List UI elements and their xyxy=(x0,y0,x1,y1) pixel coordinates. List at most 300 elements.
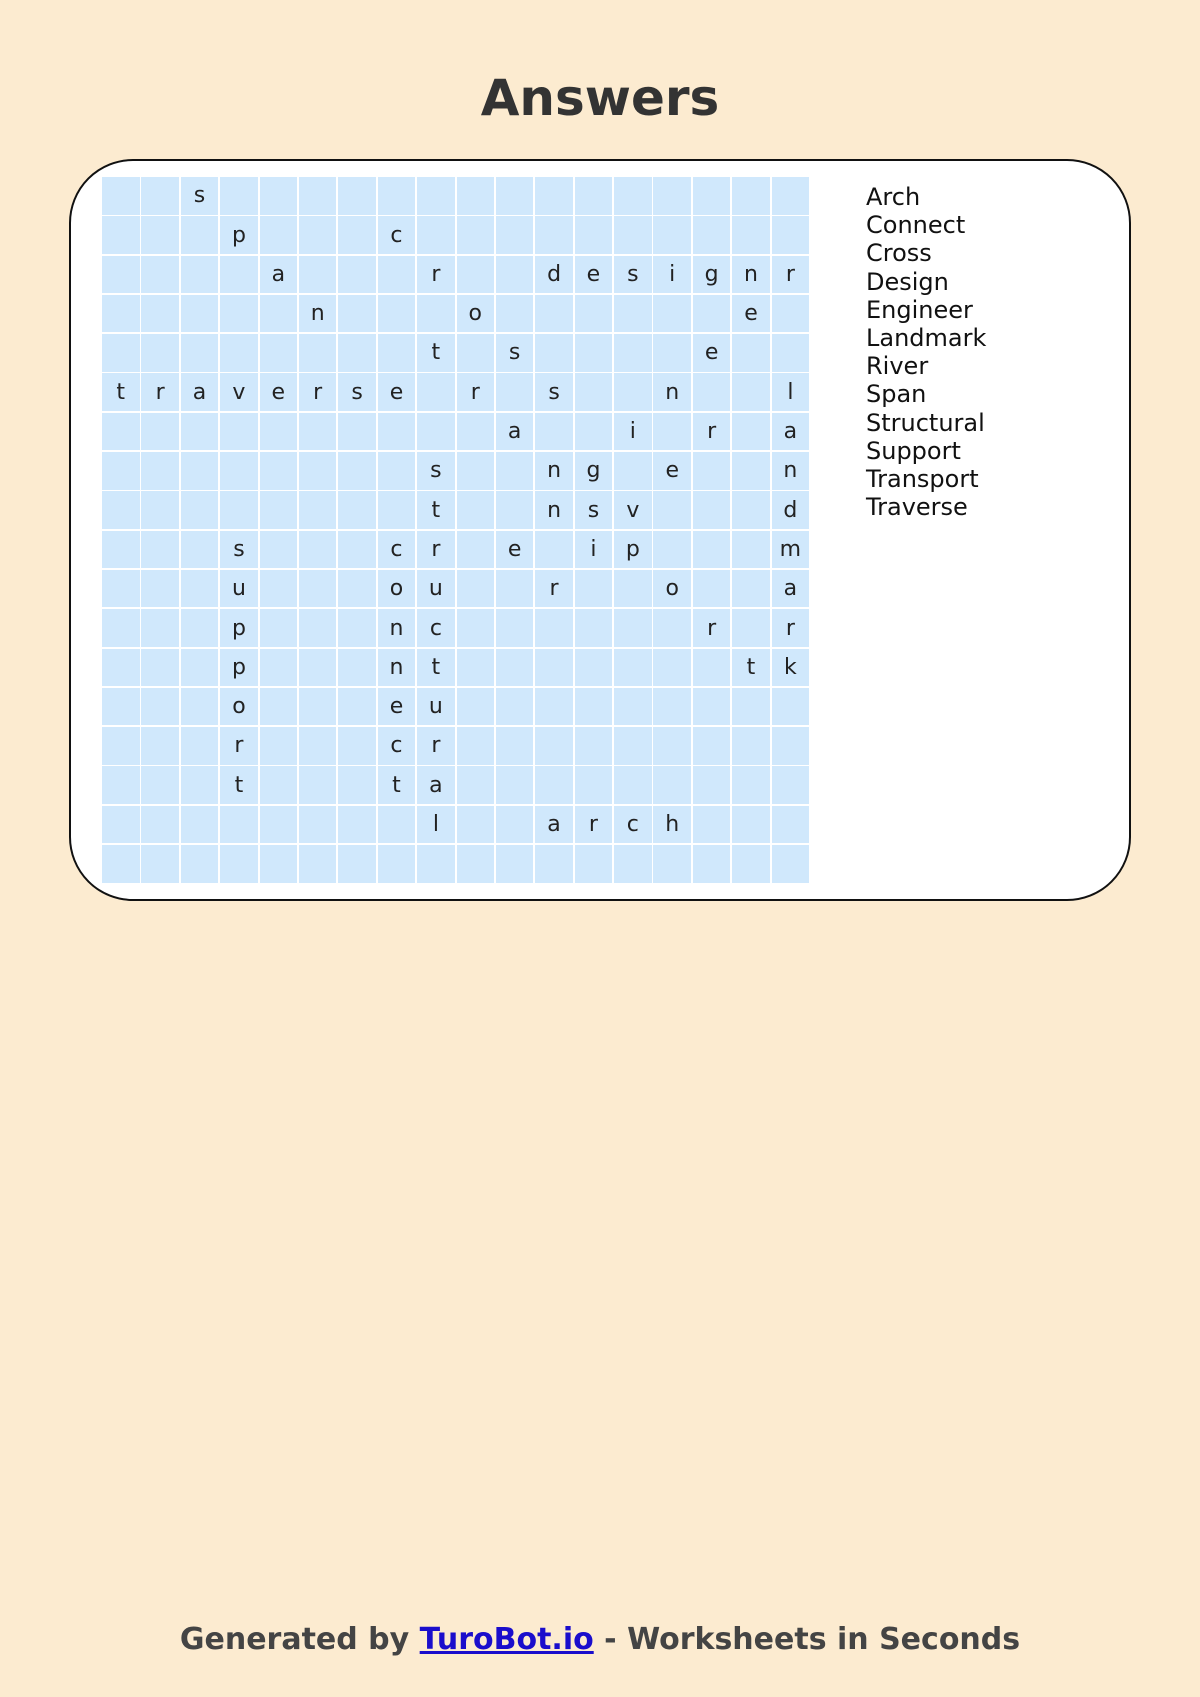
grid-cell xyxy=(181,334,219,372)
grid-cell xyxy=(181,649,219,687)
grid-cell xyxy=(181,570,219,608)
grid-cell xyxy=(457,845,495,883)
grid-cell xyxy=(102,216,140,254)
grid-cell: a xyxy=(772,570,810,608)
grid-cell xyxy=(693,766,731,804)
grid-cell xyxy=(457,806,495,844)
grid-cell: h xyxy=(653,806,691,844)
grid-cell: i xyxy=(575,531,613,569)
grid-cell xyxy=(378,491,416,529)
grid-cell xyxy=(338,334,376,372)
grid-cell xyxy=(260,766,298,804)
grid-cell xyxy=(260,413,298,451)
grid-cell xyxy=(141,295,179,333)
footer xyxy=(0,1620,1200,1660)
grid-cell: d xyxy=(772,491,810,529)
grid-cell: n xyxy=(299,295,337,333)
grid-cell xyxy=(299,806,337,844)
grid-cell xyxy=(220,491,258,529)
grid-cell: s xyxy=(220,531,258,569)
grid-cell xyxy=(653,688,691,726)
grid-cell xyxy=(299,531,337,569)
grid-cell: p xyxy=(220,609,258,647)
grid-cell xyxy=(338,649,376,687)
grid-cell xyxy=(181,452,219,490)
grid-cell: r xyxy=(220,727,258,765)
grid-cell: t xyxy=(102,373,140,411)
grid-cell xyxy=(181,688,219,726)
grid-cell xyxy=(457,177,495,215)
grid-cell xyxy=(260,531,298,569)
grid-cell xyxy=(614,727,652,765)
grid-cell xyxy=(653,216,691,254)
grid-cell: s xyxy=(338,373,376,411)
grid-cell: v xyxy=(614,491,652,529)
grid-cell xyxy=(417,295,455,333)
grid-cell: t xyxy=(220,766,258,804)
grid-cell xyxy=(102,256,140,294)
grid-cell xyxy=(772,216,810,254)
grid-cell: s xyxy=(181,177,219,215)
grid-cell xyxy=(260,845,298,883)
grid-cell xyxy=(299,216,337,254)
grid-cell xyxy=(141,177,179,215)
grid-cell xyxy=(535,649,573,687)
letter-grid xyxy=(102,177,809,883)
grid-cell xyxy=(496,570,534,608)
grid-cell: m xyxy=(772,531,810,569)
grid-cell xyxy=(220,295,258,333)
grid-cell xyxy=(614,766,652,804)
grid-cell xyxy=(141,727,179,765)
grid-cell xyxy=(535,609,573,647)
grid-cell: i xyxy=(653,256,691,294)
grid-cell: n xyxy=(653,373,691,411)
grid-cell xyxy=(338,727,376,765)
grid-cell xyxy=(575,570,613,608)
grid-cell: r xyxy=(417,531,455,569)
grid-cell xyxy=(299,649,337,687)
grid-cell xyxy=(732,531,770,569)
grid-cell xyxy=(496,373,534,411)
grid-cell xyxy=(614,373,652,411)
grid-cell xyxy=(141,649,179,687)
grid-cell: v xyxy=(220,373,258,411)
grid-cell xyxy=(338,295,376,333)
grid-cell xyxy=(338,491,376,529)
grid-cell xyxy=(299,766,337,804)
grid-cell xyxy=(260,649,298,687)
grid-cell xyxy=(102,806,140,844)
grid-cell xyxy=(732,806,770,844)
grid-cell xyxy=(614,570,652,608)
grid-cell xyxy=(260,727,298,765)
grid-cell: n xyxy=(732,256,770,294)
grid-cell: r xyxy=(417,256,455,294)
word-list xyxy=(866,183,986,521)
grid-cell xyxy=(772,177,810,215)
grid-cell xyxy=(141,334,179,372)
word-list-item: Transport xyxy=(866,465,979,494)
grid-cell xyxy=(220,845,258,883)
grid-cell xyxy=(378,806,416,844)
grid-cell xyxy=(417,373,455,411)
grid-cell xyxy=(141,216,179,254)
grid-cell xyxy=(260,806,298,844)
grid-cell xyxy=(614,845,652,883)
grid-cell xyxy=(575,334,613,372)
grid-cell xyxy=(496,727,534,765)
grid-cell xyxy=(299,177,337,215)
grid-cell xyxy=(653,727,691,765)
grid-cell xyxy=(732,373,770,411)
grid-cell: s xyxy=(575,491,613,529)
word-list-item: Engineer xyxy=(866,295,973,324)
grid-cell xyxy=(535,334,573,372)
grid-cell xyxy=(102,727,140,765)
grid-cell: e xyxy=(732,295,770,333)
grid-cell: e xyxy=(575,256,613,294)
grid-cell xyxy=(457,766,495,804)
grid-cell xyxy=(575,413,613,451)
grid-cell: c xyxy=(378,727,416,765)
grid-cell xyxy=(614,688,652,726)
grid-cell xyxy=(338,452,376,490)
grid-cell: n xyxy=(772,452,810,490)
word-list-item: Landmark xyxy=(866,324,987,353)
grid-cell: c xyxy=(417,609,455,647)
grid-cell: i xyxy=(614,413,652,451)
word-list-item: River xyxy=(866,352,929,381)
grid-cell xyxy=(457,531,495,569)
grid-cell xyxy=(260,177,298,215)
grid-cell: s xyxy=(417,452,455,490)
grid-cell xyxy=(338,256,376,294)
grid-cell xyxy=(535,688,573,726)
grid-cell xyxy=(732,216,770,254)
grid-cell: g xyxy=(575,452,613,490)
grid-cell xyxy=(496,452,534,490)
grid-cell xyxy=(575,373,613,411)
grid-cell xyxy=(653,845,691,883)
grid-cell xyxy=(141,688,179,726)
grid-cell xyxy=(260,570,298,608)
grid-cell xyxy=(181,295,219,333)
grid-cell xyxy=(338,177,376,215)
grid-cell xyxy=(496,649,534,687)
grid-cell: n xyxy=(535,452,573,490)
grid-cell: o xyxy=(653,570,691,608)
grid-cell: r xyxy=(457,373,495,411)
grid-cell xyxy=(181,216,219,254)
grid-cell xyxy=(338,413,376,451)
grid-cell: c xyxy=(378,531,416,569)
grid-cell xyxy=(299,413,337,451)
grid-cell: c xyxy=(378,216,416,254)
grid-cell: r xyxy=(772,609,810,647)
grid-cell xyxy=(141,570,179,608)
grid-cell: r xyxy=(575,806,613,844)
grid-cell xyxy=(299,452,337,490)
grid-cell xyxy=(496,845,534,883)
grid-cell xyxy=(102,649,140,687)
grid-cell xyxy=(732,570,770,608)
word-list-item: Design xyxy=(866,267,949,296)
grid-cell xyxy=(378,845,416,883)
grid-cell xyxy=(535,727,573,765)
grid-cell xyxy=(260,295,298,333)
grid-cell xyxy=(535,766,573,804)
grid-cell xyxy=(732,452,770,490)
grid-cell xyxy=(614,295,652,333)
grid-cell xyxy=(575,216,613,254)
grid-cell xyxy=(378,452,416,490)
grid-cell xyxy=(181,256,219,294)
grid-cell xyxy=(772,688,810,726)
grid-cell: l xyxy=(772,373,810,411)
grid-cell xyxy=(575,609,613,647)
grid-cell: n xyxy=(535,491,573,529)
page-title: Answers xyxy=(480,69,720,127)
grid-cell xyxy=(102,491,140,529)
grid-cell xyxy=(575,845,613,883)
grid-cell xyxy=(614,452,652,490)
grid-cell xyxy=(457,688,495,726)
grid-cell xyxy=(338,806,376,844)
grid-cell xyxy=(693,649,731,687)
grid-cell: o xyxy=(457,295,495,333)
grid-cell: u xyxy=(417,570,455,608)
grid-cell xyxy=(653,295,691,333)
grid-cell xyxy=(693,295,731,333)
grid-cell xyxy=(102,531,140,569)
grid-cell xyxy=(141,806,179,844)
grid-cell xyxy=(732,688,770,726)
grid-cell xyxy=(653,766,691,804)
grid-cell xyxy=(575,727,613,765)
grid-cell xyxy=(732,727,770,765)
grid-cell: a xyxy=(496,413,534,451)
grid-cell xyxy=(181,845,219,883)
word-list-item: Cross xyxy=(866,239,932,268)
grid-cell xyxy=(417,845,455,883)
grid-cell xyxy=(496,256,534,294)
grid-cell xyxy=(496,295,534,333)
grid-cell xyxy=(496,177,534,215)
grid-cell xyxy=(220,177,258,215)
grid-cell xyxy=(378,413,416,451)
grid-cell: t xyxy=(417,334,455,372)
grid-cell xyxy=(141,413,179,451)
grid-cell xyxy=(102,609,140,647)
grid-cell xyxy=(772,806,810,844)
grid-cell xyxy=(496,491,534,529)
grid-cell xyxy=(102,688,140,726)
grid-cell xyxy=(338,688,376,726)
grid-cell xyxy=(102,177,140,215)
grid-cell: l xyxy=(417,806,455,844)
grid-cell xyxy=(693,491,731,529)
grid-cell: t xyxy=(732,649,770,687)
grid-cell xyxy=(535,177,573,215)
grid-cell xyxy=(457,413,495,451)
grid-cell xyxy=(496,806,534,844)
grid-cell: a xyxy=(772,413,810,451)
grid-cell xyxy=(653,413,691,451)
grid-cell xyxy=(220,334,258,372)
grid-cell xyxy=(181,766,219,804)
grid-cell: o xyxy=(220,688,258,726)
grid-cell xyxy=(338,216,376,254)
grid-cell xyxy=(732,491,770,529)
grid-cell xyxy=(181,806,219,844)
grid-cell xyxy=(102,295,140,333)
grid-cell xyxy=(378,256,416,294)
grid-cell xyxy=(772,845,810,883)
grid-cell xyxy=(693,806,731,844)
grid-cell xyxy=(693,688,731,726)
grid-cell xyxy=(693,177,731,215)
grid-cell xyxy=(299,727,337,765)
grid-cell: r xyxy=(693,413,731,451)
grid-cell xyxy=(535,216,573,254)
grid-cell xyxy=(338,845,376,883)
grid-cell xyxy=(457,452,495,490)
grid-cell: s xyxy=(496,334,534,372)
grid-cell xyxy=(141,531,179,569)
grid-cell xyxy=(693,373,731,411)
grid-cell xyxy=(653,609,691,647)
grid-cell: t xyxy=(417,649,455,687)
grid-cell xyxy=(141,766,179,804)
grid-cell: n xyxy=(378,649,416,687)
grid-cell: e xyxy=(378,373,416,411)
grid-cell xyxy=(772,727,810,765)
grid-cell xyxy=(102,845,140,883)
grid-cell xyxy=(732,766,770,804)
grid-cell xyxy=(220,806,258,844)
word-list-item: Connect xyxy=(866,211,966,240)
grid-cell xyxy=(535,531,573,569)
grid-cell xyxy=(496,216,534,254)
grid-cell xyxy=(338,531,376,569)
grid-cell: r xyxy=(299,373,337,411)
grid-cell: r xyxy=(141,373,179,411)
grid-cell xyxy=(457,256,495,294)
grid-cell: a xyxy=(260,256,298,294)
grid-cell: r xyxy=(772,256,810,294)
grid-cell xyxy=(732,177,770,215)
grid-cell: e xyxy=(653,452,691,490)
grid-cell: k xyxy=(772,649,810,687)
grid-cell xyxy=(299,491,337,529)
grid-cell: t xyxy=(378,766,416,804)
grid-cell xyxy=(732,413,770,451)
grid-cell xyxy=(653,649,691,687)
grid-cell xyxy=(181,491,219,529)
grid-cell xyxy=(181,727,219,765)
grid-cell xyxy=(457,609,495,647)
grid-cell xyxy=(457,570,495,608)
grid-cell xyxy=(496,766,534,804)
grid-cell xyxy=(614,216,652,254)
grid-cell xyxy=(614,609,652,647)
grid-cell xyxy=(772,295,810,333)
word-list-item: Span xyxy=(866,380,927,409)
grid-cell xyxy=(575,295,613,333)
grid-cell xyxy=(141,845,179,883)
footer-suffix: - Worksheets in Seconds xyxy=(604,1622,1021,1657)
word-list-item: Structural xyxy=(866,408,985,437)
grid-cell xyxy=(535,845,573,883)
grid-cell xyxy=(693,452,731,490)
grid-cell xyxy=(457,649,495,687)
grid-cell xyxy=(338,609,376,647)
grid-cell xyxy=(220,452,258,490)
grid-cell xyxy=(693,845,731,883)
grid-cell xyxy=(260,491,298,529)
grid-cell: r xyxy=(535,570,573,608)
grid-cell xyxy=(535,295,573,333)
grid-cell xyxy=(220,256,258,294)
grid-cell: e xyxy=(260,373,298,411)
grid-cell: r xyxy=(417,727,455,765)
grid-cell: o xyxy=(378,570,416,608)
grid-cell xyxy=(102,766,140,804)
grid-cell xyxy=(102,334,140,372)
grid-cell: n xyxy=(378,609,416,647)
grid-cell xyxy=(653,491,691,529)
grid-cell: p xyxy=(220,649,258,687)
grid-cell xyxy=(260,688,298,726)
grid-cell: u xyxy=(417,688,455,726)
word-list-item: Traverse xyxy=(866,493,968,522)
grid-cell: e xyxy=(496,531,534,569)
grid-cell xyxy=(378,295,416,333)
grid-cell xyxy=(299,609,337,647)
grid-cell xyxy=(141,491,179,529)
grid-cell xyxy=(693,531,731,569)
grid-cell xyxy=(614,177,652,215)
grid-cell xyxy=(496,688,534,726)
grid-cell: e xyxy=(378,688,416,726)
grid-cell xyxy=(575,177,613,215)
grid-cell: a xyxy=(535,806,573,844)
grid-cell xyxy=(181,413,219,451)
grid-cell xyxy=(141,256,179,294)
grid-cell: r xyxy=(693,609,731,647)
grid-cell xyxy=(693,727,731,765)
grid-cell xyxy=(260,334,298,372)
grid-cell xyxy=(457,334,495,372)
grid-cell xyxy=(653,177,691,215)
grid-cell xyxy=(299,688,337,726)
grid-cell xyxy=(575,649,613,687)
grid-cell: e xyxy=(693,334,731,372)
grid-cell xyxy=(575,766,613,804)
grid-cell xyxy=(299,334,337,372)
turobot-link[interactable]: TuroBot.io xyxy=(419,1622,594,1657)
grid-cell xyxy=(732,334,770,372)
grid-cell: t xyxy=(417,491,455,529)
grid-cell xyxy=(338,766,376,804)
grid-cell: c xyxy=(614,806,652,844)
grid-cell xyxy=(653,531,691,569)
grid-cell xyxy=(693,216,731,254)
grid-cell xyxy=(457,727,495,765)
grid-cell xyxy=(653,334,691,372)
grid-cell: a xyxy=(417,766,455,804)
